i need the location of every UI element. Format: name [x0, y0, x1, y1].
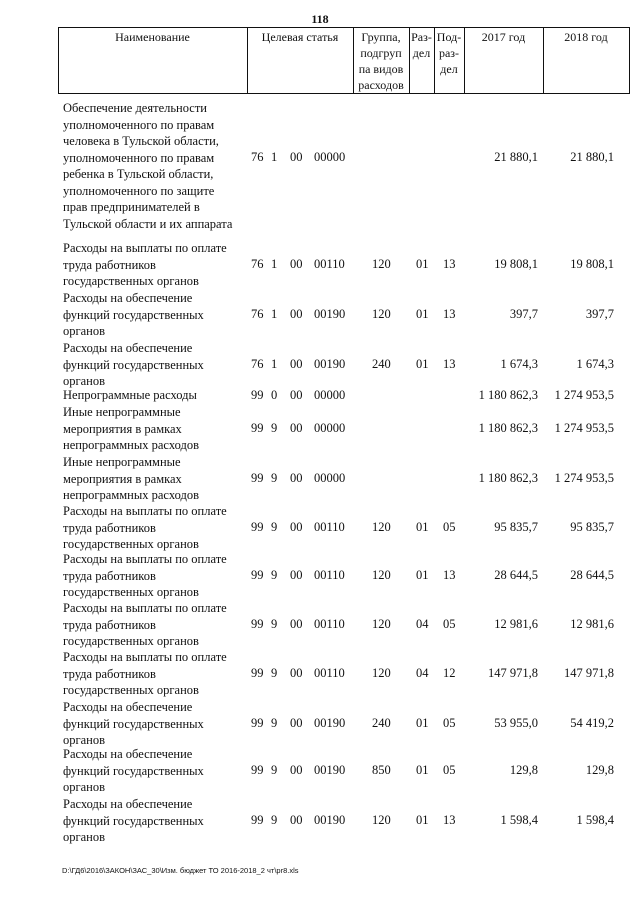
- code-program: 99: [251, 617, 264, 631]
- row-name-line: непрограммных расходов: [63, 488, 199, 502]
- code-program: 76: [251, 257, 264, 271]
- subsection-code: 05: [443, 763, 456, 777]
- row-name-line: Расходы на выплаты по оплате: [63, 601, 227, 615]
- code-main-event: 00: [290, 357, 303, 371]
- code-main-event: 00: [290, 471, 303, 485]
- row-name-line: прав предпринимателей в: [63, 200, 200, 214]
- row-name: [63, 387, 253, 404]
- row-name-line: труда работников: [63, 568, 156, 583]
- page-number: 118: [311, 12, 329, 26]
- value-2018: 1 674,3: [576, 357, 614, 371]
- code-program: 99: [251, 520, 264, 534]
- row-name-line: органов: [63, 324, 106, 338]
- header-section-line: Раз-: [411, 30, 432, 44]
- code-direction: 00190: [314, 813, 346, 827]
- code-main-event: 00: [290, 257, 303, 271]
- subsection-code: 13: [443, 568, 456, 582]
- row-name-line: человека в Тульской области,: [63, 134, 219, 148]
- code-direction: 00110: [314, 617, 345, 631]
- row-name-line: труда работников: [63, 520, 156, 535]
- value-2017: 53 955,0: [494, 716, 538, 730]
- code-subprogram: 9: [271, 716, 278, 730]
- code-main-event: 00: [290, 763, 303, 777]
- code-direction: 00190: [314, 357, 346, 371]
- code-main-event: 00: [290, 520, 303, 534]
- value-2017: 95 835,7: [494, 520, 538, 534]
- code-program: 99: [251, 471, 264, 485]
- code-program: 99: [251, 813, 264, 827]
- header-subsection-line: раз-: [438, 46, 460, 60]
- value-2018: 19 808,1: [570, 257, 614, 271]
- value-2017: 147 971,8: [488, 666, 538, 680]
- row-name-line: Тульской области и их аппарата: [63, 216, 233, 231]
- row-name-line: органов: [63, 733, 106, 747]
- row-name-line: государственных органов: [63, 537, 199, 551]
- table-row: [0, 551, 640, 601]
- code-subprogram: 0: [271, 387, 278, 402]
- table-row: [0, 290, 640, 340]
- section-code: 04: [416, 666, 429, 680]
- row-name-line: Расходы на обеспечение: [63, 341, 193, 355]
- row-name-line: Расходы на выплаты по оплате: [63, 504, 227, 518]
- row-name-line: функций государственных: [63, 716, 204, 731]
- row-name-line: ребенка в Тульской области,: [63, 167, 214, 181]
- row-name-line: труда работников: [63, 666, 156, 681]
- table-row: [0, 649, 640, 699]
- header-name: Наименование: [115, 30, 190, 44]
- header-group-line: подгруп: [360, 46, 402, 60]
- section-code: 01: [416, 813, 429, 827]
- code-subprogram: 9: [271, 666, 278, 680]
- code-subprogram: 9: [271, 471, 278, 485]
- code-direction: 00110: [314, 568, 345, 582]
- row-name-line: Расходы на обеспечение: [63, 291, 193, 305]
- row-name-line: Расходы на обеспечение: [63, 700, 193, 714]
- code-main-event: 00: [290, 716, 303, 730]
- section-code: 01: [416, 257, 429, 271]
- row-name-line: функций государственных: [63, 307, 204, 322]
- row-name-line: труда работников: [63, 257, 156, 272]
- row-name: [63, 600, 253, 650]
- value-2018: 1 598,4: [576, 813, 614, 827]
- row-name: [63, 454, 253, 504]
- code-main-event: 00: [290, 387, 303, 402]
- code-main-event: 00: [290, 568, 303, 582]
- code-subprogram: 1: [271, 307, 278, 321]
- table-row: [0, 503, 640, 553]
- value-2018: 397,7: [585, 307, 614, 321]
- value-2017: 28 644,5: [494, 568, 538, 582]
- code-direction: 00190: [314, 716, 346, 730]
- table-row: [0, 746, 640, 796]
- expense-group: 120: [372, 257, 391, 271]
- row-name-line: непрограммных расходов: [63, 438, 199, 452]
- row-name-line: Иные непрограммные: [63, 455, 181, 469]
- row-name: [63, 503, 253, 553]
- row-name-line: Непрограммные расходы: [63, 388, 197, 402]
- row-name: [63, 100, 253, 232]
- row-name-line: органов: [63, 374, 106, 388]
- value-2018: 1 274 953,5: [554, 471, 614, 485]
- value-2017: 397,7: [509, 307, 538, 321]
- code-subprogram: 1: [271, 257, 278, 271]
- header-target-article: Целевая статья: [261, 30, 339, 44]
- section-code: 01: [416, 357, 429, 371]
- subsection-code: 12: [443, 666, 456, 680]
- table-row: [0, 100, 640, 232]
- expense-group: 240: [372, 716, 391, 730]
- section-code: 04: [416, 617, 429, 631]
- row-name-line: Расходы на выплаты по оплате: [63, 552, 227, 566]
- table-row: [0, 340, 640, 390]
- expense-group: 850: [372, 763, 391, 777]
- table-row: [0, 600, 640, 650]
- value-2017: 1 180 862,3: [478, 387, 538, 402]
- header-group-line: па видов: [358, 62, 404, 76]
- code-program: 99: [251, 716, 264, 730]
- row-name-line: мероприятия в рамках: [63, 421, 182, 436]
- row-name-line: уполномоченного по правам: [63, 117, 215, 132]
- code-main-event: 00: [290, 813, 303, 827]
- code-program: 99: [251, 666, 264, 680]
- code-program: 99: [251, 763, 264, 777]
- value-2018: 28 644,5: [570, 568, 614, 582]
- file-path-footer: D:\ГД6\2016\ЗАКОН\ЗАС_30\Изм. бюджет ТО 2016-2018_2 чт\pr8.xls: [62, 866, 299, 875]
- row-name-line: мероприятия в рамках: [63, 471, 182, 486]
- expense-group: 120: [372, 666, 391, 680]
- row-name-line: Расходы на выплаты по оплате: [63, 241, 227, 255]
- code-main-event: 00: [290, 421, 303, 435]
- code-direction: 00110: [314, 666, 345, 680]
- row-name-line: функций государственных: [63, 813, 204, 828]
- header-2017: 2017 год: [481, 30, 526, 44]
- value-2018: 95 835,7: [570, 520, 614, 534]
- value-2017: 1 674,3: [500, 357, 538, 371]
- expense-group: 120: [372, 617, 391, 631]
- value-2017: 12 981,6: [494, 617, 538, 631]
- code-direction: 00000: [314, 150, 346, 164]
- code-program: 99: [251, 568, 264, 582]
- row-name: [63, 649, 253, 699]
- value-2018: 21 880,1: [570, 150, 614, 164]
- code-program: 99: [251, 387, 264, 402]
- row-name-line: функций государственных: [63, 357, 204, 372]
- code-subprogram: 9: [271, 520, 278, 534]
- subsection-code: 13: [443, 357, 456, 371]
- row-name-line: государственных органов: [63, 683, 199, 697]
- table-row: [0, 404, 640, 454]
- row-name: [63, 340, 253, 390]
- value-2018: 54 419,2: [570, 716, 614, 730]
- code-subprogram: 9: [271, 763, 278, 777]
- value-2018: 12 981,6: [570, 617, 614, 631]
- subsection-code: 13: [443, 813, 456, 827]
- code-subprogram: 9: [271, 568, 278, 582]
- code-subprogram: 9: [271, 813, 278, 827]
- expense-group: 120: [372, 568, 391, 582]
- table-row: [0, 796, 640, 846]
- section-code: 01: [416, 568, 429, 582]
- expense-group: 120: [372, 307, 391, 321]
- row-name: [63, 551, 253, 601]
- row-name-line: органов: [63, 780, 106, 794]
- code-subprogram: 9: [271, 421, 278, 435]
- header-subsection-line: Под-: [436, 30, 462, 44]
- section-code: 01: [416, 307, 429, 321]
- code-program: 76: [251, 307, 264, 321]
- table-row: [0, 240, 640, 290]
- value-2018: 147 971,8: [564, 666, 614, 680]
- subsection-code: 05: [443, 520, 456, 534]
- value-2018: 129,8: [585, 763, 614, 777]
- code-direction: 00190: [314, 307, 346, 321]
- code-direction: 00000: [314, 471, 346, 485]
- row-name: [63, 404, 253, 454]
- code-direction: 00000: [314, 421, 346, 435]
- subsection-code: 13: [443, 307, 456, 321]
- section-code: 01: [416, 716, 429, 730]
- value-2017: 19 808,1: [494, 257, 538, 271]
- code-subprogram: 9: [271, 617, 278, 631]
- subsection-code: 05: [443, 617, 456, 631]
- header-section-line: дел: [412, 46, 431, 60]
- row-name-line: государственных органов: [63, 585, 199, 599]
- row-name-line: Расходы на обеспечение: [63, 797, 193, 811]
- code-program: 76: [251, 357, 264, 371]
- header-subsection-line: дел: [440, 62, 458, 76]
- code-direction: 00110: [314, 520, 345, 534]
- table-row: [0, 454, 640, 504]
- header-group-line: Группа,: [361, 30, 401, 44]
- value-2017: 1 598,4: [500, 813, 538, 827]
- row-name: [63, 240, 253, 290]
- expense-group: 240: [372, 357, 391, 371]
- row-name: [63, 796, 253, 846]
- subsection-code: 05: [443, 716, 456, 730]
- code-main-event: 00: [290, 617, 303, 631]
- code-direction: 00190: [314, 763, 346, 777]
- code-main-event: 00: [290, 666, 303, 680]
- row-name-line: уполномоченного по правам: [63, 150, 215, 165]
- table-row: [0, 387, 640, 404]
- row-name-line: Расходы на выплаты по оплате: [63, 650, 227, 664]
- header-group-line: расходов: [358, 78, 404, 92]
- row-name: [63, 699, 253, 749]
- value-2018: 1 274 953,5: [554, 387, 614, 402]
- code-direction: 00000: [314, 387, 346, 402]
- section-code: 01: [416, 520, 429, 534]
- code-subprogram: 1: [271, 150, 278, 164]
- row-name-line: Иные непрограммные: [63, 405, 181, 419]
- code-program: 76: [251, 150, 264, 164]
- header-2018: 2018 год: [564, 30, 608, 44]
- code-direction: 00110: [314, 257, 345, 271]
- row-name-line: государственных органов: [63, 274, 199, 288]
- row-name-line: уполномоченного по защите: [63, 183, 215, 198]
- row-name-line: Обеспечение деятельности: [63, 101, 208, 115]
- row-name-line: государственных органов: [63, 634, 199, 648]
- table-row: [0, 699, 640, 749]
- value-2017: 21 880,1: [494, 150, 538, 164]
- value-2017: 1 180 862,3: [478, 471, 538, 485]
- value-2018: 1 274 953,5: [554, 421, 614, 435]
- row-name-line: труда работников: [63, 617, 156, 632]
- code-main-event: 00: [290, 307, 303, 321]
- value-2017: 1 180 862,3: [478, 421, 538, 435]
- subsection-code: 13: [443, 257, 456, 271]
- code-main-event: 00: [290, 150, 303, 164]
- row-name-line: Расходы на обеспечение: [63, 747, 193, 761]
- value-2017: 129,8: [509, 763, 538, 777]
- expense-group: 120: [372, 520, 391, 534]
- row-name: [63, 290, 253, 340]
- expense-group: 120: [372, 813, 391, 827]
- row-name-line: функций государственных: [63, 763, 204, 778]
- row-name-line: органов: [63, 830, 106, 844]
- section-code: 01: [416, 763, 429, 777]
- code-subprogram: 1: [271, 357, 278, 371]
- code-program: 99: [251, 421, 264, 435]
- row-name: [63, 746, 253, 796]
